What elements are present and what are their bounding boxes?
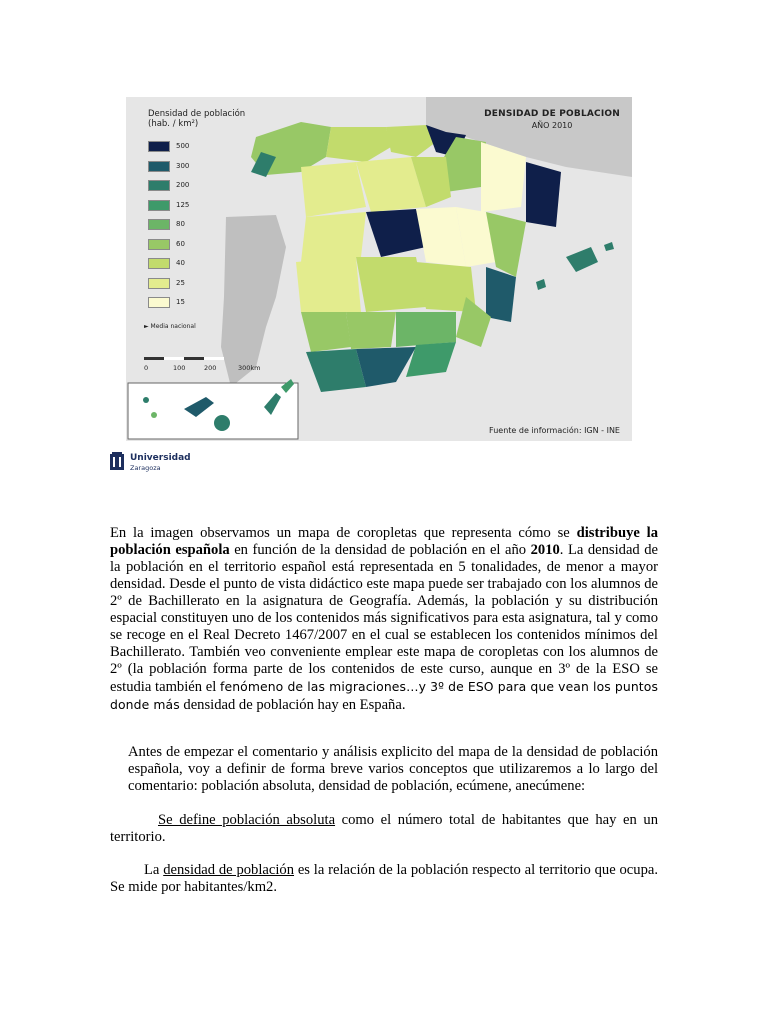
legend-swatch: [148, 200, 170, 211]
scale-bar: [144, 357, 224, 360]
population-density-term: densidad de población: [163, 862, 295, 878]
legend-swatch: [148, 258, 170, 269]
scale-label-0: 0: [144, 364, 149, 372]
paragraph-intro: [110, 525, 658, 714]
intro-text-g: densidad de población hay en España.: [179, 697, 406, 713]
legend-label: 300: [176, 161, 190, 170]
intro-text-migrations: fenómeno de las migraciones…y 3º de ESO para que vean los puntos donde más: [110, 679, 658, 712]
map-source: Fuente de información: IGN - INE: [489, 426, 620, 435]
intro-bold-distribution: distribuye la población española: [110, 525, 658, 558]
paragraph-absolute-population: [110, 812, 658, 846]
scale-label-100: 100: [173, 364, 186, 372]
legend-label: 25: [176, 278, 185, 287]
legend-note-label: Media nacional: [150, 323, 196, 330]
legend-label: 80: [176, 220, 185, 228]
legend-swatch: [148, 161, 170, 172]
university-city: Zaragoza: [130, 464, 161, 472]
legend-note: [144, 323, 196, 330]
absolute-population-definition: como el número total de habitantes que hay en un territorio.: [110, 812, 658, 845]
university-name: Universidad: [130, 453, 191, 463]
legend-label: 15: [176, 298, 185, 306]
density-prefix: La: [144, 862, 164, 878]
paragraph-population-density: [110, 862, 658, 896]
triangle-icon: ►: [144, 323, 149, 330]
legend-swatch: [148, 239, 170, 250]
legend-title-line1: Densidad de población: [148, 109, 246, 119]
university-logo: [110, 452, 210, 476]
absolute-population-term: Se define población absoluta: [158, 812, 336, 828]
map-title-line1: DENSIDAD DE POBLACION: [484, 109, 620, 119]
legend-title: [148, 109, 245, 129]
scale-label-200: 200: [204, 364, 217, 372]
map-drawing: [126, 97, 632, 441]
legend-swatch: [148, 180, 170, 191]
legend-label: 500: [176, 142, 190, 150]
paragraph-concepts: [110, 744, 658, 795]
legend-label: 200: [176, 181, 190, 189]
legend-label: 125: [176, 200, 190, 209]
scale-label-300: 300km: [238, 364, 261, 372]
population-density-map: [126, 97, 632, 441]
map-title-year: AÑO 2010: [531, 121, 573, 130]
intro-text-e: . La densidad de la población en el territorio español está representada en 5 tonalidades, de menor a mayor densidad. Desde el punto de vista didáctico este mapa puede ser trabajado con los alumnos de 2º de Bachillerato en la asignatura de Geografía. Además, la población y su distribución espacial constituyen uno de los contenidos más significativos para esta asignatura, tal y como se recoge en el Real Decreto 1467/2007 en el cual se establecen los contenidos mínimos del Bachillerato. También veo conveniente emplear este mapa de coropletas con los alumnos de 2º (la población forma parte de los contenidos de este curso, aunque en 3º de la ESO se estudia también el: [110, 542, 659, 695]
intro-bold-year: 2010: [530, 542, 560, 558]
population-density-definition: es la relación de la población respecto al territorio que ocupa. Se mide por habitantes/km2.: [110, 862, 658, 895]
map-title: [484, 109, 620, 130]
legend-title-line2: (hab. / km²): [148, 119, 199, 129]
legend-swatch: [148, 141, 170, 152]
concepts-text: Antes de empezar el comentario y análisis explicito del mapa de la densidad de población española, voy a definir de forma breve varios conceptos que utilizaremos a lo largo del comentario: población absoluta, densidad de población, ecúmene, anecúmene:: [128, 744, 658, 794]
legend-swatch: [148, 219, 170, 230]
intro-text-c: en función de la densidad de población en el año: [229, 542, 531, 558]
legend-label: 60: [176, 239, 185, 248]
intro-text-a: En la imagen observamos un mapa de coropletas que representa cómo se: [110, 525, 577, 541]
legend-label: 40: [176, 259, 185, 267]
legend-swatch: [148, 278, 170, 289]
university-crest-icon: [110, 452, 124, 472]
legend-swatch: [148, 297, 170, 308]
